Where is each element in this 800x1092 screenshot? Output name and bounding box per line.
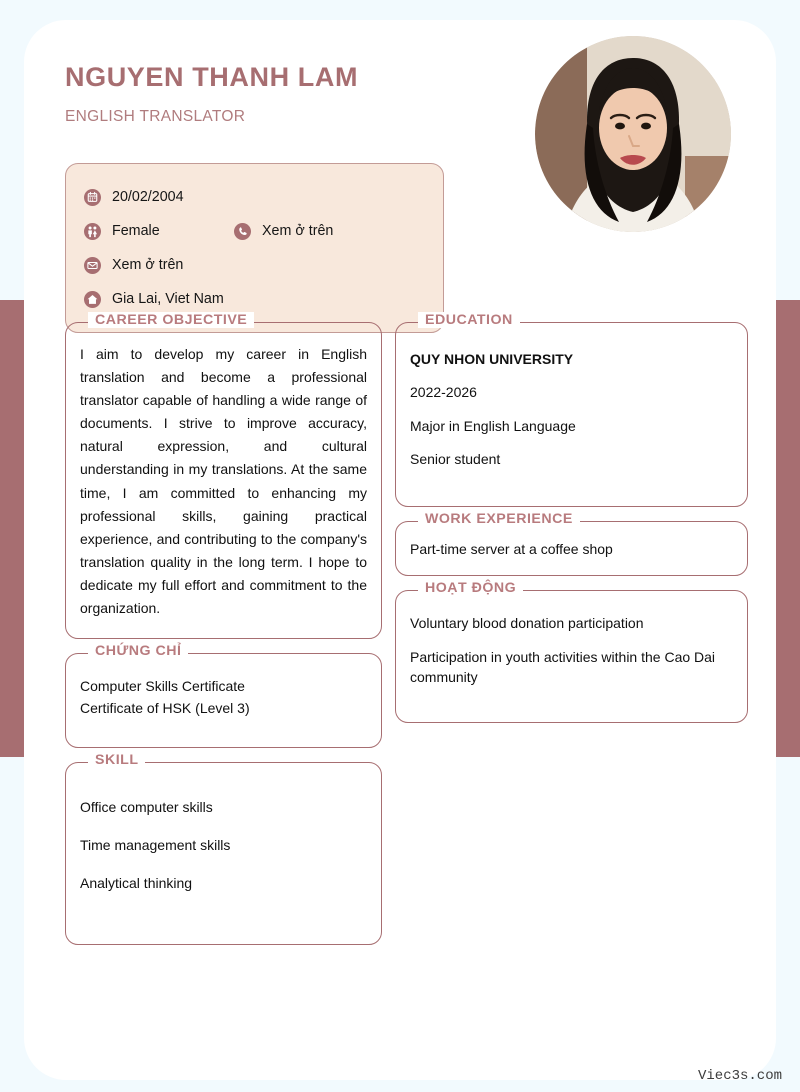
list-item: Time management skills bbox=[80, 837, 231, 854]
page-title: NGUYEN THANH LAM bbox=[65, 62, 359, 92]
contact-row-birthday bbox=[84, 180, 425, 214]
contact-row-gender-phone bbox=[84, 214, 425, 248]
contact-item-phone bbox=[234, 223, 333, 240]
list-item: Participation in youth activities within the Cao Dai community bbox=[410, 648, 716, 686]
email-value: Xem ở trên bbox=[112, 257, 184, 273]
home-icon bbox=[84, 291, 101, 308]
envelope-icon bbox=[84, 257, 101, 274]
contact-item-address bbox=[84, 291, 224, 308]
resume-body bbox=[24, 312, 776, 959]
contact-row-address bbox=[84, 282, 425, 316]
birthday-value: 20/02/2004 bbox=[112, 189, 184, 205]
contact-row-email bbox=[84, 248, 425, 282]
left-column bbox=[65, 312, 382, 959]
section-title-career-objective: CAREER OBJECTIVE bbox=[88, 312, 254, 328]
resume-header bbox=[24, 20, 776, 170]
phone-icon bbox=[234, 223, 251, 240]
gender-icon bbox=[84, 223, 101, 240]
contact-item-email bbox=[84, 257, 183, 274]
section-title-education: EDUCATION bbox=[418, 312, 520, 328]
avatar bbox=[535, 36, 731, 232]
section-title-activities: HOẠT ĐỘNG bbox=[418, 580, 523, 596]
list-item: Analytical thinking bbox=[80, 875, 193, 892]
list-item: Office computer skills bbox=[80, 798, 213, 815]
list-item: Voluntary blood donation participation bbox=[410, 615, 644, 632]
calendar-icon bbox=[84, 189, 101, 206]
gender-value: Female bbox=[112, 223, 160, 239]
section-education bbox=[395, 312, 748, 507]
contact-item-gender bbox=[84, 223, 234, 240]
education-major: Major in English Language bbox=[410, 417, 576, 434]
list-item: Part-time server at a coffee shop bbox=[410, 541, 613, 558]
contact-item-birthday bbox=[84, 189, 184, 206]
section-activities bbox=[395, 580, 748, 723]
section-skills bbox=[65, 751, 382, 945]
section-title-work-experience: WORK EXPERIENCE bbox=[418, 511, 580, 527]
education-school: QUY NHON UNIVERSITY bbox=[410, 351, 574, 367]
list-item: Computer Skills Certificate bbox=[80, 678, 245, 695]
section-career-objective bbox=[65, 312, 382, 639]
right-column bbox=[395, 312, 748, 959]
education-years: 2022-2026 bbox=[410, 384, 477, 401]
section-title-certificates: CHỨNG CHỈ bbox=[88, 643, 188, 659]
section-work-experience bbox=[395, 511, 748, 576]
phone-value: Xem ở trên bbox=[262, 223, 334, 239]
job-title: ENGLISH TRANSLATOR bbox=[65, 107, 246, 125]
contact-info-box bbox=[65, 163, 444, 333]
section-certificates bbox=[65, 643, 382, 748]
list-item: Certificate of HSK (Level 3) bbox=[80, 700, 250, 717]
decorative-bar-right bbox=[772, 300, 800, 757]
site-watermark: Viec3s.com bbox=[697, 1068, 782, 1084]
section-title-skills: SKILL bbox=[88, 752, 145, 768]
education-status: Senior student bbox=[410, 450, 501, 467]
career-objective-text: I aim to develop my career in English translation and become a professional translator capable of handling a wide range of documents. I strive to improve accuracy, natural expression, and cultural understanding in my translations. At the same time, I am committed to enhancing my professional skills, gaining practical experience, and contributing to the company's translation quality in the long term. I hope to dedicate my full effort and commitment to the organization. bbox=[80, 346, 367, 617]
address-value: Gia Lai, Viet Nam bbox=[112, 291, 224, 307]
resume-card bbox=[24, 20, 776, 1080]
